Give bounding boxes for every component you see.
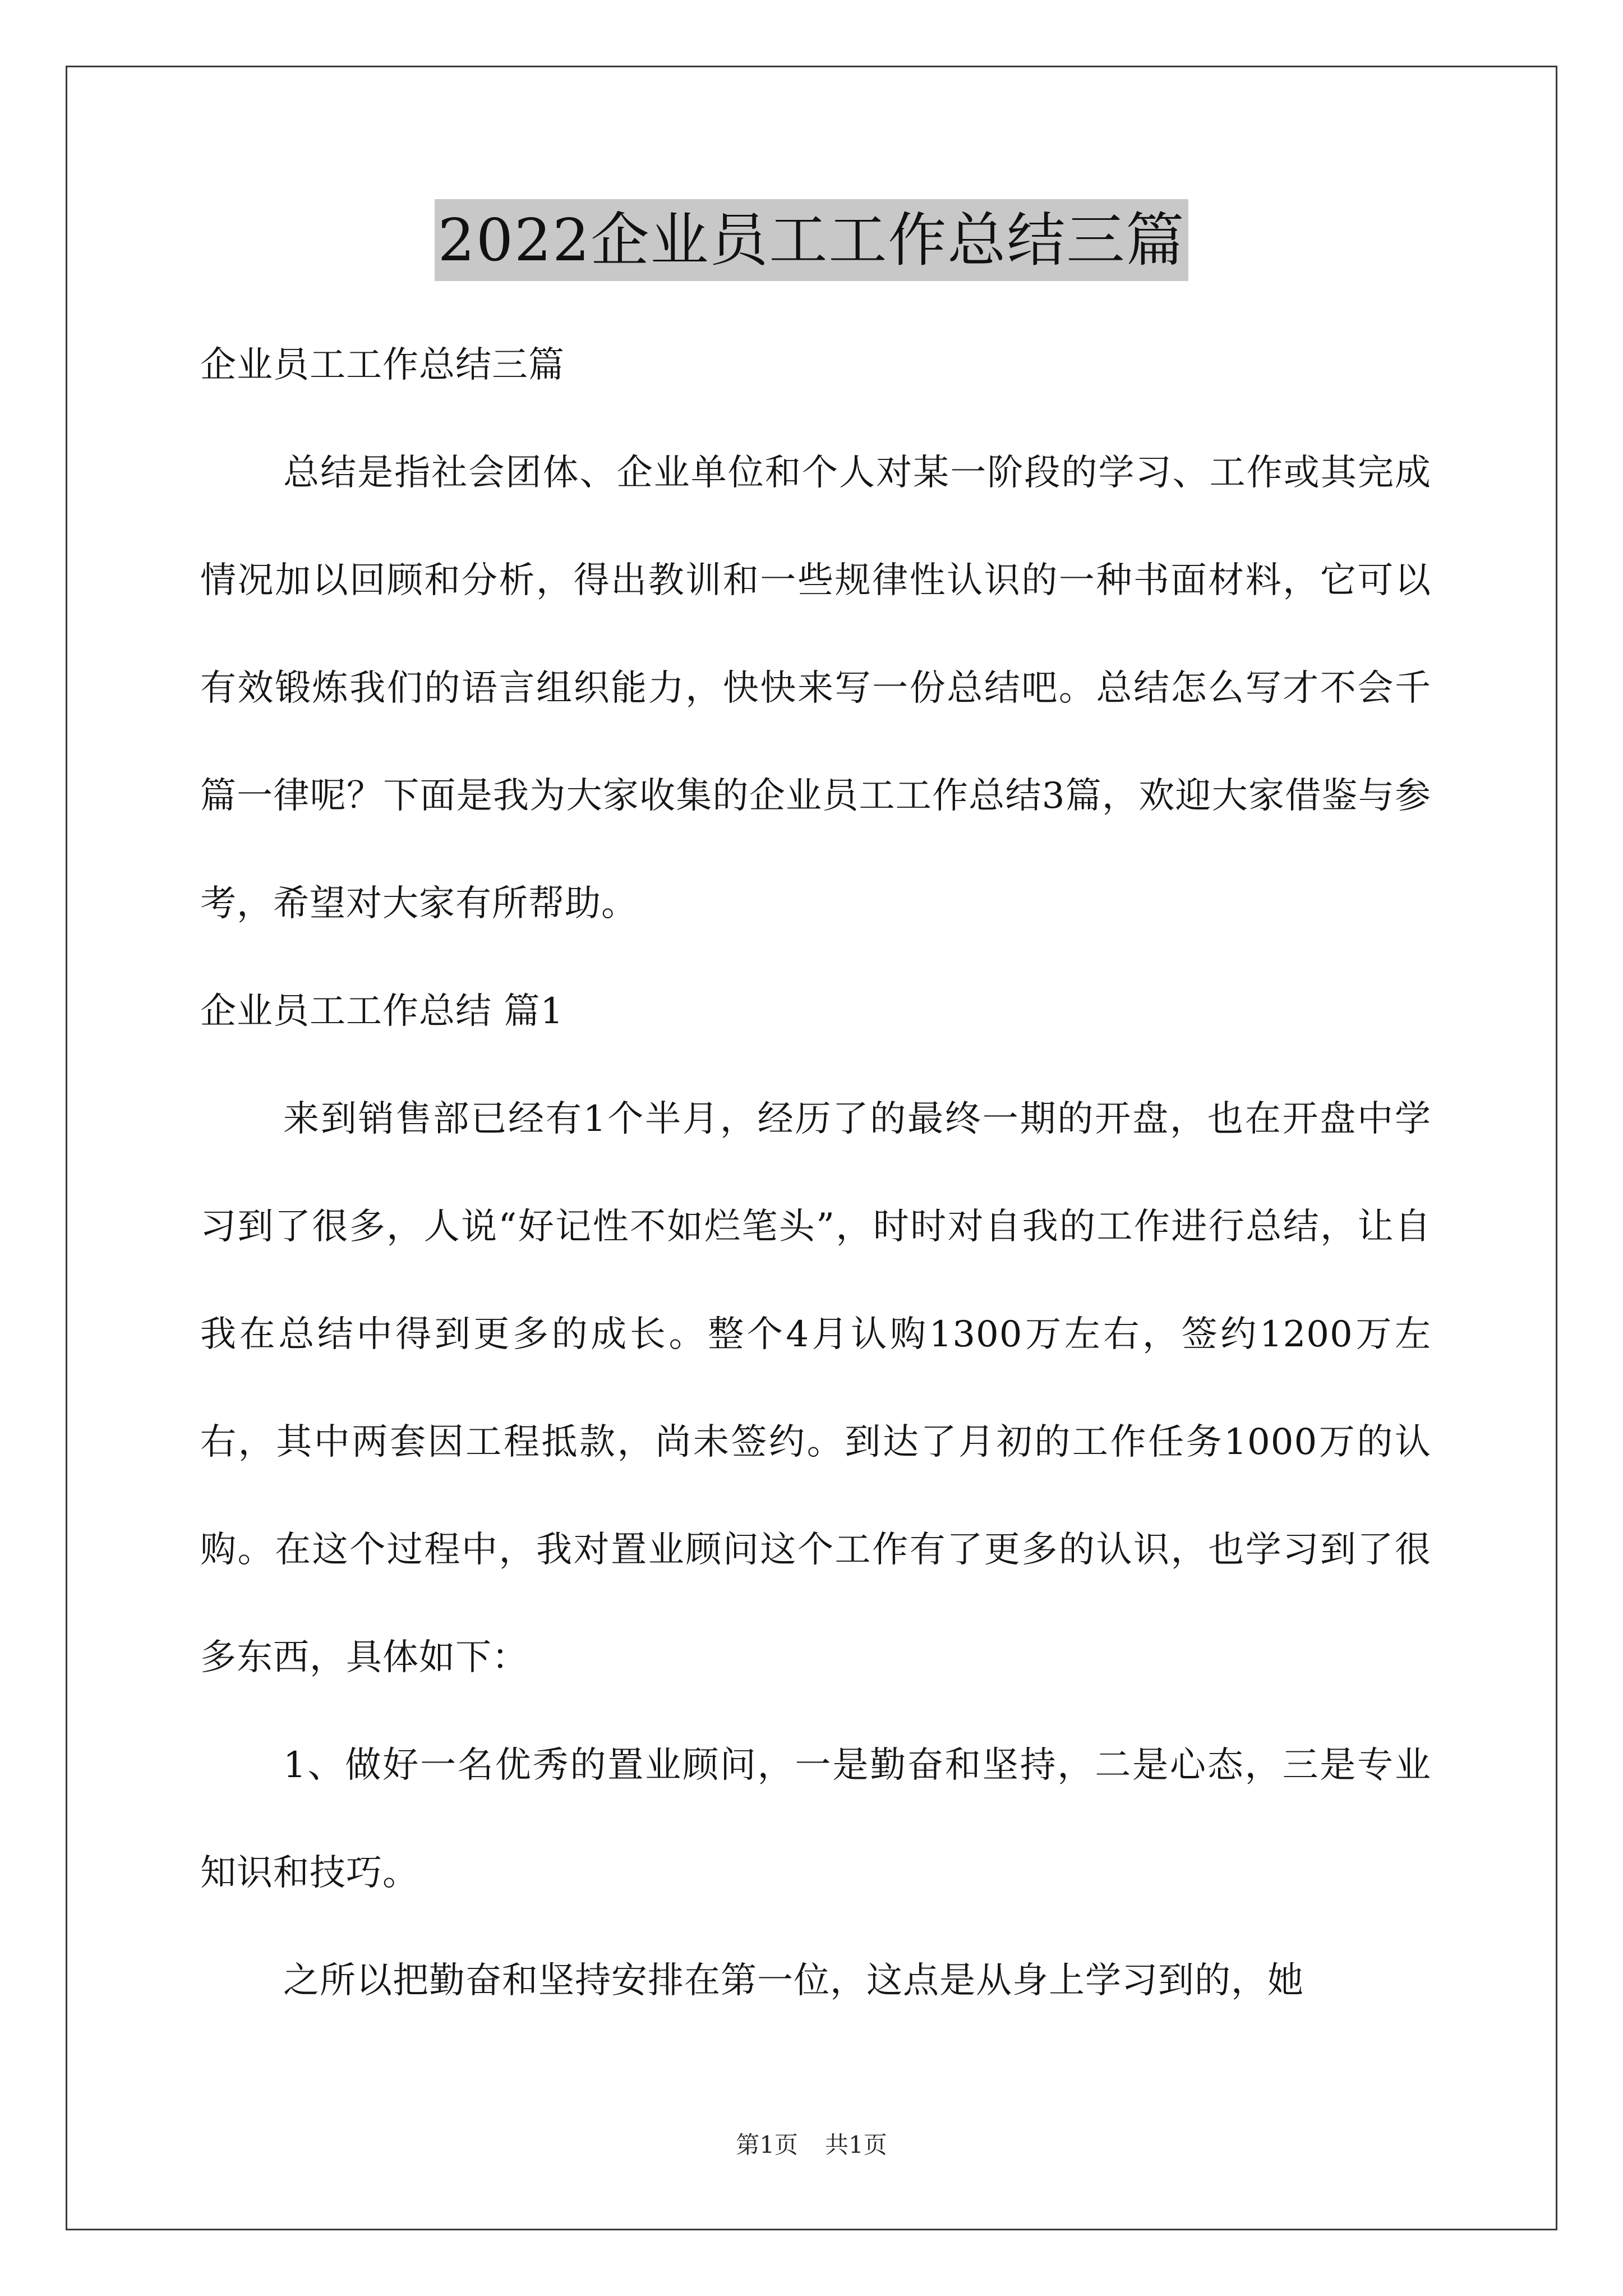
intro-paragraph: 总结是指社会团体、企业单位和个人对某一阶段的学习、工作或其完成情况加以回顾和分析，得出教训和一些规律性认识的一种书面材料，它可以有效锻炼我们的语言组织能力，快快来写一份总结吧。总结怎么写才不会千篇一律呢？下面是我为大家收集的企业员工工作总结3篇，欢迎大家借鉴与参考，希望对大家有所帮助。: [200, 452, 1431, 924]
section-heading: 企业员工工作总结 篇1: [200, 991, 564, 1032]
body-paragraph: 来到销售部已经有1个半月，经历了的最终一期的开盘，也在开盘中学习到了很多，人说“好记性不如烂笔头”，时时对自我的工作进行总结，让自我在总结中得到更多的成长。整个4月认购1300万左右，签约1200万左右，其中两套因工程抵款，尚未签约。到达了月初的工作任务1000万的认购。在这个过程中，我对置业顾问这个工作有了更多的认识，也学习到了很多东西，具体如下：: [200, 1098, 1431, 1678]
page-number: 第1页: [736, 2131, 798, 2159]
subtitle-paragraph: 企业员工工作总结三篇: [200, 344, 565, 386]
document-title: 2022企业员工工作总结三篇: [435, 199, 1189, 281]
body-paragraph: 之所以把勤奋和坚持安排在第一位，这点是从身上学习到的，她: [283, 1960, 1304, 2001]
title-container: [0, 199, 1623, 281]
page-total: 共1页: [825, 2131, 887, 2159]
body-paragraph: 1、做好一名优秀的置业顾问，一是勤奋和坚持，二是心态，三是专业知识和技巧。: [200, 1745, 1431, 1894]
document-body: [200, 311, 1431, 2035]
page-footer: [0, 2128, 1623, 2162]
